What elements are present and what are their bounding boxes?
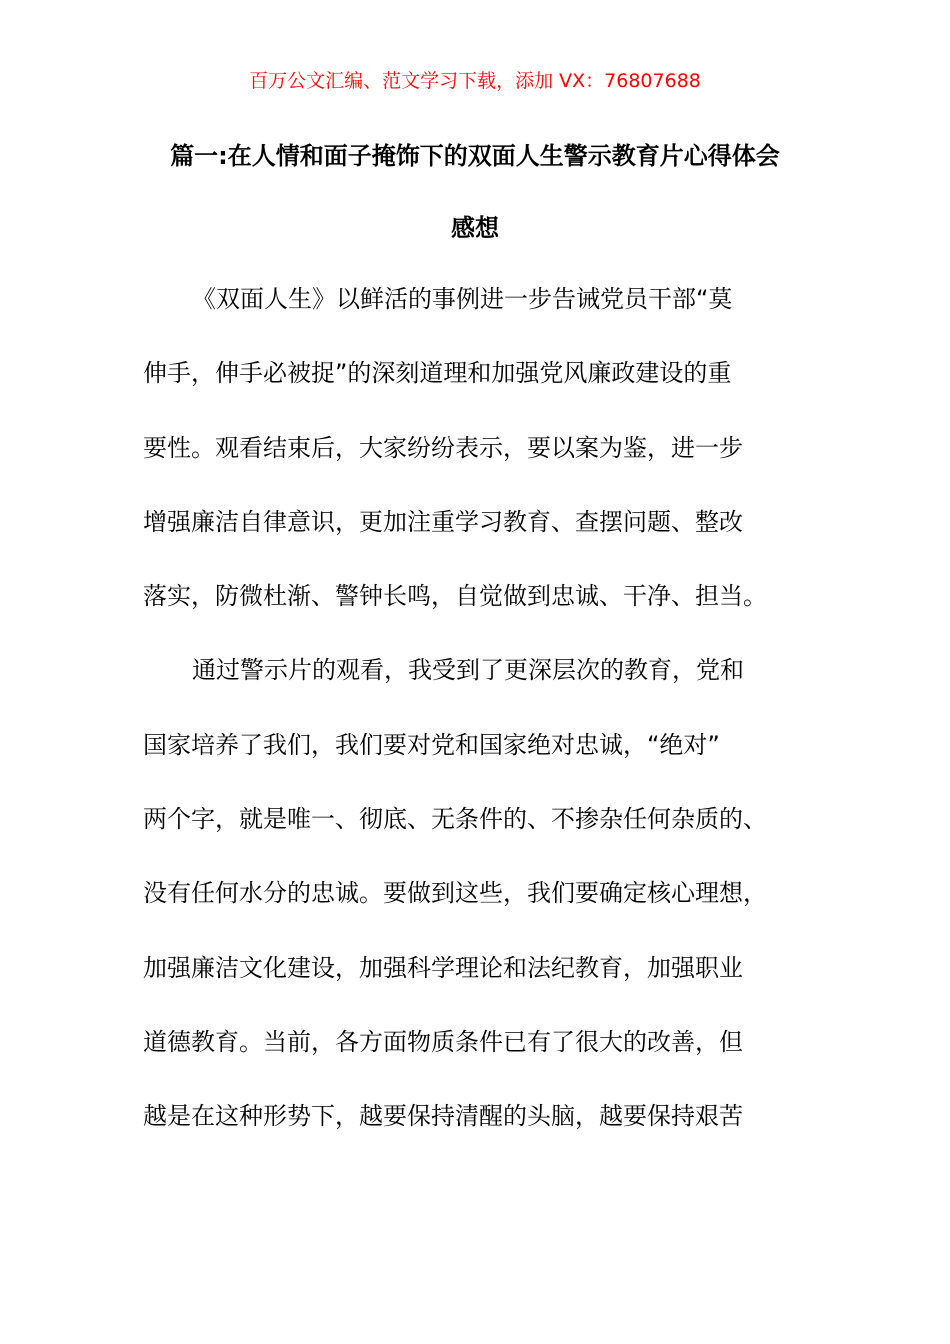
body-line: 增强廉洁自律意识，更加注重学习教育、查摆问题、整改 bbox=[143, 507, 743, 536]
body-line: 国家培养了我们，我们要对党和国家绝对忠诚，“绝对” bbox=[143, 730, 720, 759]
body-line: 要性。观看结束后，大家纷纷表示，要以案为鉴，进一步 bbox=[143, 433, 743, 462]
body-line: 越是在这种形势下，越要保持清醒的头脑，越要保持艰苦 bbox=[143, 1102, 743, 1131]
body-line: 加强廉洁文化建设，加强科学理论和法纪教育，加强职业 bbox=[143, 953, 743, 982]
body-line: 道德教育。当前，各方面物质条件已有了很大的改善，但 bbox=[143, 1027, 743, 1056]
watermark-header: 百万公文汇编、范文学习下载，添加 VX：76807688 bbox=[249, 70, 701, 92]
body-line: 《双面人生》以鲜活的事例进一步告诫党员干部“莫 bbox=[192, 285, 733, 313]
body-line: 通过警示片的观看，我受到了更深层次的教育，党和 bbox=[192, 656, 744, 685]
document-title-line-2: 感想 bbox=[451, 214, 499, 242]
document-body bbox=[143, 279, 813, 1171]
document-title-line-1: 篇一:在人情和面子掩饰下的双面人生警示教育片心得体会 bbox=[170, 142, 780, 170]
body-line: 伸手，伸手必被捉”的深刻道理和加强党风廉政建设的重 bbox=[143, 359, 732, 388]
body-line: 没有任何水分的忠诚。要做到这些，我们要确定核心理想， bbox=[143, 879, 767, 908]
body-line: 两个字，就是唯一、彻底、无条件的、不掺杂任何杂质的、 bbox=[143, 805, 767, 834]
body-line: 落实，防微杜渐、警钟长鸣，自觉做到忠诚、干净、担当。 bbox=[143, 582, 767, 611]
